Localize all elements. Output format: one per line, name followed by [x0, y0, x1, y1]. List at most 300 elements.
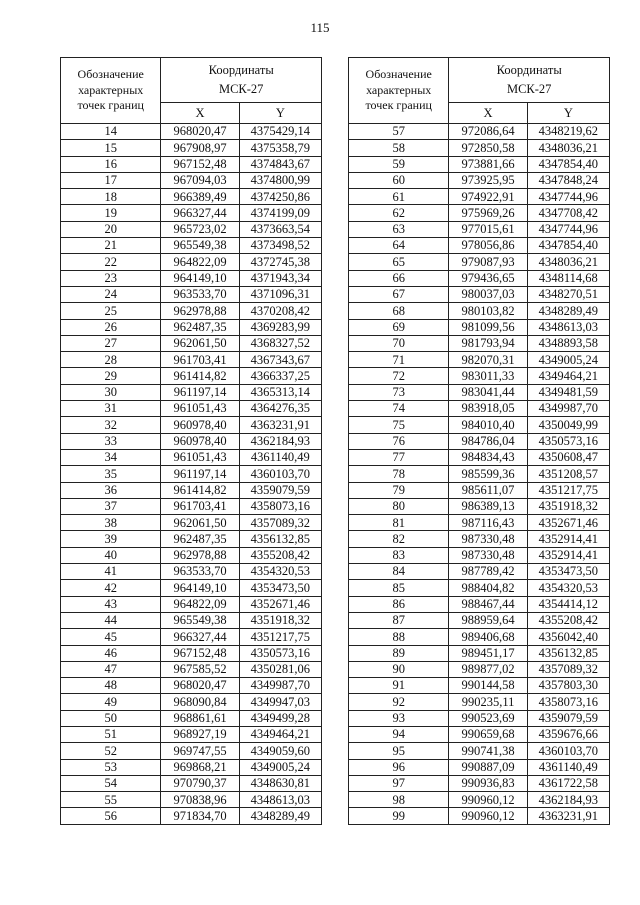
y-coordinate-cell: 4358073,16: [527, 694, 609, 710]
x-coordinate-cell: 983041,44: [449, 384, 527, 400]
y-coordinate-cell: 4374843,67: [239, 156, 321, 172]
designation-header: [349, 58, 449, 124]
table-row: [61, 808, 322, 824]
y-coordinate-cell: 4348036,21: [527, 140, 609, 156]
designation-header: [61, 58, 161, 124]
x-coordinate-cell: 981793,94: [449, 335, 527, 351]
x-coordinate-cell: 988467,44: [449, 596, 527, 612]
y-coordinate-cell: 4359079,59: [527, 710, 609, 726]
x-coordinate-cell: 967585,52: [161, 661, 239, 677]
x-coordinate-cell: 974922,91: [449, 189, 527, 205]
y-coordinate-cell: 4352671,46: [527, 515, 609, 531]
table-row: [61, 335, 322, 351]
point-number-cell: 52: [61, 743, 161, 759]
designation-header-line1: Обозначение: [77, 67, 144, 82]
point-number-cell: 80: [349, 498, 449, 514]
x-coordinate-cell: 968020,47: [161, 678, 239, 694]
x-coordinate-cell: 962978,88: [161, 303, 239, 319]
point-number-cell: 25: [61, 303, 161, 319]
x-coordinate-cell: 960978,40: [161, 433, 239, 449]
table-row: [61, 596, 322, 612]
point-number-cell: 26: [61, 319, 161, 335]
x-coordinate-cell: 969868,21: [161, 759, 239, 775]
x-coordinate-cell: 986389,13: [449, 498, 527, 514]
y-coordinate-cell: 4371943,34: [239, 270, 321, 286]
y-coordinate-cell: 4360103,70: [239, 466, 321, 482]
x-coordinate-cell: 972086,64: [449, 124, 527, 140]
x-coordinate-cell: 987330,48: [449, 547, 527, 563]
x-column-header: X: [449, 103, 527, 124]
y-coordinate-cell: 4359676,66: [527, 726, 609, 742]
table-row: [61, 319, 322, 335]
point-number-cell: 62: [349, 205, 449, 221]
point-number-cell: 35: [61, 466, 161, 482]
designation-header-line3: точек границ: [77, 98, 144, 113]
table-row: [61, 303, 322, 319]
table-row: [61, 205, 322, 221]
point-number-cell: 22: [61, 254, 161, 270]
x-coordinate-cell: 990523,69: [449, 710, 527, 726]
table-row: [61, 612, 322, 628]
x-coordinate-cell: 987330,48: [449, 531, 527, 547]
y-coordinate-cell: 4354414,12: [527, 596, 609, 612]
coordinate-system-label: МСК-27: [218, 82, 264, 96]
x-coordinate-cell: 964149,10: [161, 270, 239, 286]
table-row: [349, 596, 610, 612]
table-row: [61, 254, 322, 270]
x-coordinate-cell: 967152,48: [161, 645, 239, 661]
y-coordinate-cell: 4355208,42: [527, 612, 609, 628]
y-coordinate-cell: 4349987,70: [239, 678, 321, 694]
y-coordinate-cell: 4350573,16: [527, 433, 609, 449]
table-row: [61, 531, 322, 547]
designation-header-line3: точек границ: [365, 98, 432, 113]
x-coordinate-cell: 962978,88: [161, 547, 239, 563]
table-row: [61, 238, 322, 254]
table-row: [349, 531, 610, 547]
y-coordinate-cell: 4361140,49: [239, 449, 321, 465]
table-row: [61, 172, 322, 188]
y-coordinate-cell: 4349947,03: [239, 694, 321, 710]
table-row: [349, 172, 610, 188]
y-column-header: Y: [239, 103, 321, 124]
point-number-cell: 38: [61, 515, 161, 531]
x-coordinate-cell: 968927,19: [161, 726, 239, 742]
table-row: [349, 710, 610, 726]
y-coordinate-cell: 4374250,86: [239, 189, 321, 205]
x-coordinate-cell: 975969,26: [449, 205, 527, 221]
y-coordinate-cell: 4350608,47: [527, 449, 609, 465]
x-coordinate-cell: 987116,43: [449, 515, 527, 531]
x-coordinate-cell: 961197,14: [161, 384, 239, 400]
point-number-cell: 85: [349, 580, 449, 596]
table-row: [61, 580, 322, 596]
table-row: [349, 303, 610, 319]
y-coordinate-cell: 4352671,46: [239, 596, 321, 612]
y-coordinate-cell: 4355208,42: [239, 547, 321, 563]
point-number-cell: 50: [61, 710, 161, 726]
y-coordinate-cell: 4363231,91: [239, 417, 321, 433]
y-coordinate-cell: 4353473,50: [527, 564, 609, 580]
x-coordinate-cell: 978056,86: [449, 238, 527, 254]
table-row: [349, 726, 610, 742]
table-row: [61, 156, 322, 172]
coordinates-header: [449, 58, 610, 103]
y-coordinate-cell: 4347744,96: [527, 189, 609, 205]
point-number-cell: 68: [349, 303, 449, 319]
point-number-cell: 39: [61, 531, 161, 547]
y-coordinate-cell: 4348630,81: [239, 775, 321, 791]
table-row: [349, 645, 610, 661]
table-row: [349, 612, 610, 628]
point-number-cell: 40: [61, 547, 161, 563]
table-row: [349, 498, 610, 514]
table-row: [349, 335, 610, 351]
table-row: [349, 238, 610, 254]
y-coordinate-cell: 4349499,28: [239, 710, 321, 726]
point-number-cell: 71: [349, 352, 449, 368]
x-coordinate-cell: 962487,35: [161, 319, 239, 335]
y-coordinate-cell: 4363231,91: [527, 808, 609, 824]
point-number-cell: 59: [349, 156, 449, 172]
x-coordinate-cell: 984834,43: [449, 449, 527, 465]
table-row: [349, 629, 610, 645]
table-row: [61, 743, 322, 759]
y-coordinate-cell: 4348219,62: [527, 124, 609, 140]
y-coordinate-cell: 4350049,99: [527, 417, 609, 433]
table-row: [349, 808, 610, 824]
x-coordinate-cell: 971834,70: [161, 808, 239, 824]
point-number-cell: 46: [61, 645, 161, 661]
x-coordinate-cell: 965549,38: [161, 612, 239, 628]
y-column-header: Y: [527, 103, 609, 124]
point-number-cell: 65: [349, 254, 449, 270]
x-coordinate-cell: 977015,61: [449, 221, 527, 237]
point-number-cell: 64: [349, 238, 449, 254]
point-number-cell: 63: [349, 221, 449, 237]
y-coordinate-cell: 4352914,41: [527, 531, 609, 547]
table-row: [61, 678, 322, 694]
x-coordinate-cell: 980037,03: [449, 286, 527, 302]
x-coordinate-cell: 983011,33: [449, 368, 527, 384]
x-coordinate-cell: 962061,50: [161, 515, 239, 531]
table-row: [349, 547, 610, 563]
x-coordinate-cell: 984786,04: [449, 433, 527, 449]
table-row: [349, 433, 610, 449]
y-coordinate-cell: 4353473,50: [239, 580, 321, 596]
y-coordinate-cell: 4370208,42: [239, 303, 321, 319]
point-number-cell: 56: [61, 808, 161, 824]
x-coordinate-cell: 988404,82: [449, 580, 527, 596]
designation-header-line2: характерных: [78, 82, 144, 97]
point-number-cell: 61: [349, 189, 449, 205]
x-coordinate-cell: 987789,42: [449, 564, 527, 580]
y-coordinate-cell: 4375358,79: [239, 140, 321, 156]
point-number-cell: 58: [349, 140, 449, 156]
table-row: [349, 124, 610, 140]
x-coordinate-cell: 960978,40: [161, 417, 239, 433]
x-coordinate-cell: 979087,93: [449, 254, 527, 270]
x-coordinate-cell: 973925,95: [449, 172, 527, 188]
x-coordinate-cell: 990659,68: [449, 726, 527, 742]
y-coordinate-cell: 4354320,53: [527, 580, 609, 596]
x-coordinate-cell: 990960,12: [449, 792, 527, 808]
table-row: [349, 156, 610, 172]
y-coordinate-cell: 4359079,59: [239, 482, 321, 498]
y-coordinate-cell: 4350573,16: [239, 645, 321, 661]
table-row: [61, 726, 322, 742]
point-number-cell: 90: [349, 661, 449, 677]
table-row: [61, 547, 322, 563]
point-number-cell: 76: [349, 433, 449, 449]
x-coordinate-cell: 961414,82: [161, 482, 239, 498]
point-number-cell: 91: [349, 678, 449, 694]
point-number-cell: 23: [61, 270, 161, 286]
y-coordinate-cell: 4348289,49: [527, 303, 609, 319]
table-row: [61, 352, 322, 368]
x-coordinate-cell: 990235,11: [449, 694, 527, 710]
point-number-cell: 27: [61, 335, 161, 351]
y-coordinate-cell: 4349005,24: [239, 759, 321, 775]
point-number-cell: 20: [61, 221, 161, 237]
table-row: [61, 221, 322, 237]
x-coordinate-cell: 964822,09: [161, 254, 239, 270]
point-number-cell: 47: [61, 661, 161, 677]
table-row: [61, 775, 322, 791]
table-row: [349, 792, 610, 808]
point-number-cell: 37: [61, 498, 161, 514]
x-coordinate-cell: 973881,66: [449, 156, 527, 172]
point-number-cell: 97: [349, 775, 449, 791]
y-coordinate-cell: 4349464,21: [239, 726, 321, 742]
x-coordinate-cell: 980103,82: [449, 303, 527, 319]
point-number-cell: 73: [349, 384, 449, 400]
table-row: [61, 286, 322, 302]
x-coordinate-cell: 965723,02: [161, 221, 239, 237]
x-coordinate-cell: 989451,17: [449, 645, 527, 661]
table-row: [349, 189, 610, 205]
x-coordinate-cell: 961051,43: [161, 401, 239, 417]
x-coordinate-cell: 964149,10: [161, 580, 239, 596]
x-coordinate-cell: 967908,97: [161, 140, 239, 156]
table-row: [349, 417, 610, 433]
table-row: [61, 189, 322, 205]
table-row: [61, 482, 322, 498]
point-number-cell: 41: [61, 564, 161, 580]
point-number-cell: 44: [61, 612, 161, 628]
y-coordinate-cell: 4366337,25: [239, 368, 321, 384]
table-row: [349, 466, 610, 482]
point-number-cell: 93: [349, 710, 449, 726]
x-coordinate-cell: 968861,61: [161, 710, 239, 726]
point-number-cell: 30: [61, 384, 161, 400]
point-number-cell: 31: [61, 401, 161, 417]
y-coordinate-cell: 4356132,85: [239, 531, 321, 547]
point-number-cell: 48: [61, 678, 161, 694]
table-row: [349, 564, 610, 580]
table-row: [61, 466, 322, 482]
point-number-cell: 79: [349, 482, 449, 498]
point-number-cell: 55: [61, 792, 161, 808]
x-coordinate-cell: 979436,65: [449, 270, 527, 286]
table-row: [349, 743, 610, 759]
x-column-header: X: [161, 103, 239, 124]
y-coordinate-cell: 4348114,68: [527, 270, 609, 286]
table-row: [61, 694, 322, 710]
y-coordinate-cell: 4347744,96: [527, 221, 609, 237]
y-coordinate-cell: 4347854,40: [527, 238, 609, 254]
table-row: [61, 759, 322, 775]
point-number-cell: 33: [61, 433, 161, 449]
point-number-cell: 75: [349, 417, 449, 433]
y-coordinate-cell: 4369283,99: [239, 319, 321, 335]
point-number-cell: 83: [349, 547, 449, 563]
point-number-cell: 96: [349, 759, 449, 775]
x-coordinate-cell: 972850,58: [449, 140, 527, 156]
x-coordinate-cell: 968090,84: [161, 694, 239, 710]
y-coordinate-cell: 4374199,09: [239, 205, 321, 221]
y-coordinate-cell: 4351217,75: [239, 629, 321, 645]
table-row: [349, 661, 610, 677]
x-coordinate-cell: 961197,14: [161, 466, 239, 482]
x-coordinate-cell: 990960,12: [449, 808, 527, 824]
coordinates-header-title: Координаты: [208, 63, 274, 78]
y-coordinate-cell: 4351217,75: [527, 482, 609, 498]
coordinates-table-left: [60, 57, 322, 825]
y-coordinate-cell: 4362184,93: [527, 792, 609, 808]
x-coordinate-cell: 985599,36: [449, 466, 527, 482]
x-coordinate-cell: 967152,48: [161, 156, 239, 172]
y-coordinate-cell: 4358073,16: [239, 498, 321, 514]
y-coordinate-cell: 4350281,06: [239, 661, 321, 677]
table-row: [349, 352, 610, 368]
point-number-cell: 81: [349, 515, 449, 531]
y-coordinate-cell: 4352914,41: [527, 547, 609, 563]
y-coordinate-cell: 4347708,42: [527, 205, 609, 221]
table-row: [349, 401, 610, 417]
designation-header-line2: характерных: [366, 82, 432, 97]
table-row: [349, 759, 610, 775]
point-number-cell: 60: [349, 172, 449, 188]
table-row: [61, 270, 322, 286]
table-row: [61, 661, 322, 677]
coordinates-header: [161, 58, 322, 103]
x-coordinate-cell: 985611,07: [449, 482, 527, 498]
table-row: [349, 775, 610, 791]
point-number-cell: 17: [61, 172, 161, 188]
page-number: 115: [310, 20, 330, 35]
x-coordinate-cell: 990144,58: [449, 678, 527, 694]
y-coordinate-cell: 4368327,52: [239, 335, 321, 351]
point-number-cell: 42: [61, 580, 161, 596]
y-coordinate-cell: 4348289,49: [239, 808, 321, 824]
y-coordinate-cell: 4349481,59: [527, 384, 609, 400]
y-coordinate-cell: 4357803,30: [527, 678, 609, 694]
point-number-cell: 57: [349, 124, 449, 140]
y-coordinate-cell: 4347848,24: [527, 172, 609, 188]
point-number-cell: 66: [349, 270, 449, 286]
y-coordinate-cell: 4349059,60: [239, 743, 321, 759]
table-row: [349, 580, 610, 596]
x-coordinate-cell: 969747,55: [161, 743, 239, 759]
y-coordinate-cell: 4349464,21: [527, 368, 609, 384]
point-number-cell: 94: [349, 726, 449, 742]
y-coordinate-cell: 4348613,03: [239, 792, 321, 808]
point-number-cell: 84: [349, 564, 449, 580]
point-number-cell: 74: [349, 401, 449, 417]
table-row: [61, 645, 322, 661]
y-coordinate-cell: 4351208,57: [527, 466, 609, 482]
point-number-cell: 32: [61, 417, 161, 433]
table-row: [61, 515, 322, 531]
point-number-cell: 86: [349, 596, 449, 612]
table-row: [61, 564, 322, 580]
y-coordinate-cell: 4357089,32: [527, 661, 609, 677]
y-coordinate-cell: 4348270,51: [527, 286, 609, 302]
coordinate-system-label: МСК-27: [506, 82, 552, 96]
y-coordinate-cell: 4373498,52: [239, 238, 321, 254]
coordinates-header-title: Координаты: [496, 63, 562, 78]
designation-header-line1: Обозначение: [365, 67, 432, 82]
x-coordinate-cell: 967094,03: [161, 172, 239, 188]
y-coordinate-cell: 4351918,32: [527, 498, 609, 514]
y-coordinate-cell: 4364276,35: [239, 401, 321, 417]
table-row: [349, 678, 610, 694]
point-number-cell: 36: [61, 482, 161, 498]
table-row: [349, 286, 610, 302]
table-row: [349, 140, 610, 156]
table-row: [61, 417, 322, 433]
x-coordinate-cell: 966389,49: [161, 189, 239, 205]
table-row: [349, 205, 610, 221]
y-coordinate-cell: 4367343,67: [239, 352, 321, 368]
y-coordinate-cell: 4356132,85: [527, 645, 609, 661]
x-coordinate-cell: 990741,38: [449, 743, 527, 759]
x-coordinate-cell: 961703,41: [161, 498, 239, 514]
y-coordinate-cell: 4347854,40: [527, 156, 609, 172]
x-coordinate-cell: 983918,05: [449, 401, 527, 417]
y-coordinate-cell: 4348036,21: [527, 254, 609, 270]
x-coordinate-cell: 968020,47: [161, 124, 239, 140]
point-number-cell: 34: [61, 449, 161, 465]
x-coordinate-cell: 970790,37: [161, 775, 239, 791]
table-row: [349, 694, 610, 710]
x-coordinate-cell: 990936,83: [449, 775, 527, 791]
y-coordinate-cell: 4349005,24: [527, 352, 609, 368]
table-row: [349, 515, 610, 531]
point-number-cell: 67: [349, 286, 449, 302]
table-row: [61, 629, 322, 645]
table-row: [61, 124, 322, 140]
point-number-cell: 15: [61, 140, 161, 156]
y-coordinate-cell: 4365313,14: [239, 384, 321, 400]
point-number-cell: 53: [61, 759, 161, 775]
y-coordinate-cell: 4348893,58: [527, 335, 609, 351]
x-coordinate-cell: 984010,40: [449, 417, 527, 433]
point-number-cell: 19: [61, 205, 161, 221]
y-coordinate-cell: 4362184,93: [239, 433, 321, 449]
point-number-cell: 95: [349, 743, 449, 759]
table-row: [61, 140, 322, 156]
x-coordinate-cell: 965549,38: [161, 238, 239, 254]
x-coordinate-cell: 961414,82: [161, 368, 239, 384]
point-number-cell: 92: [349, 694, 449, 710]
x-coordinate-cell: 990887,09: [449, 759, 527, 775]
x-coordinate-cell: 966327,44: [161, 205, 239, 221]
table-row: [61, 710, 322, 726]
y-coordinate-cell: 4360103,70: [527, 743, 609, 759]
point-number-cell: 54: [61, 775, 161, 791]
